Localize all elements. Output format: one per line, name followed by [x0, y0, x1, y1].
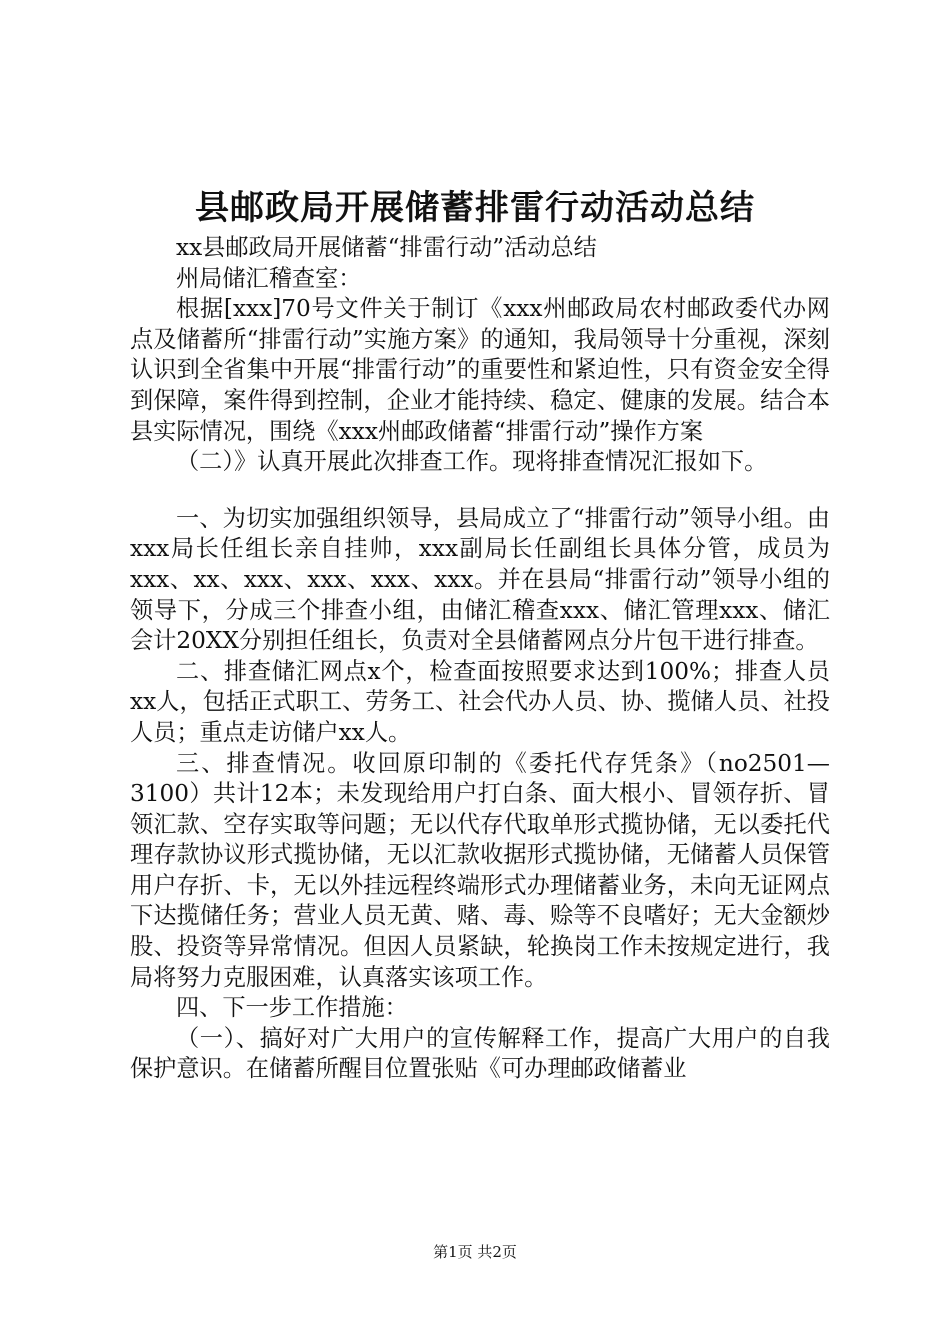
salutation-paragraph: 州局储汇稽查室：: [176, 264, 362, 292]
document-body: [130, 233, 830, 1085]
section-three-paragraph: 三、排查情况。收回原印制的《委托代存凭条》（no2501—3100）共计12本；未发现给用户打白条、面大根小、冒领存折、冒领汇款、空存实取等问题；无以代存代取单形式揽协储，无以委托代理存款协议形式揽协储，无以汇款收据形式揽协储，无储蓄人员保管用户存折、卡，无以外挂远程终端形式办理储蓄业务，未向无证网点下达揽储任务；营业人员无黄、赌、毒、赊等不良嗜好；无大金额炒股、投资等异常情况。但因人员紧缺，轮换岗工作未按规定进行，我局将努力克服困难，认真落实该项工作。: [130, 749, 830, 991]
intro-paragraph: 根据[xxx]70号文件关于制订《xxx州邮政局农村邮政委代办网点及储蓄所“排雷行动”实施方案》的通知，我局领导十分重视，深刻认识到全省集中开展“排雷行动”的重要性和紧迫性，只有资金安全得到保障，案件得到控制，企业才能持续、稳定、健康的发展。结合本县实际情况，围绕《xxx州邮政储蓄“排雷行动”操作方案: [130, 295, 830, 445]
section-two-paragraph: 二、排查储汇网点x个，检查面按照要求达到100%；排查人员xx人，包括正式职工、劳务工、社会代办人员、协、揽储人员、社投人员；重点走访储户xx人。: [130, 657, 830, 746]
measure-one-paragraph: （一）、搞好对广大用户的宣传解释工作，提高广大用户的自我保护意识。在储蓄所醒目位置张贴《可办理邮政储蓄业: [130, 1024, 830, 1083]
intro-continuation-paragraph: （二）》认真开展此次排查工作。现将排查情况汇报如下。: [176, 448, 768, 476]
document-title: 县邮政局开展储蓄排雷行动活动总结: [195, 188, 755, 228]
page-footer: 第1页 共2页: [433, 1243, 517, 1261]
section-four-heading: 四、下一步工作措施：: [176, 994, 408, 1022]
section-one-paragraph: 一、为切实加强组织领导，县局成立了“排雷行动”领导小组。由xxx局长任组长亲自挂帅，xxx副局长任副组长具体分管，成员为xxx、xx、xxx、xxx、xxx、xxx。并在县局“排雷行动”领导小组的领导下，分成三个排查小组，由储汇稽查xxx、储汇管理xxx、储汇会计20XX分别担任组长，负责对全县储蓄网点分片包干进行排查。: [130, 504, 830, 655]
subtitle-paragraph: xx县邮政局开展储蓄“排雷行动”活动总结: [176, 234, 597, 261]
